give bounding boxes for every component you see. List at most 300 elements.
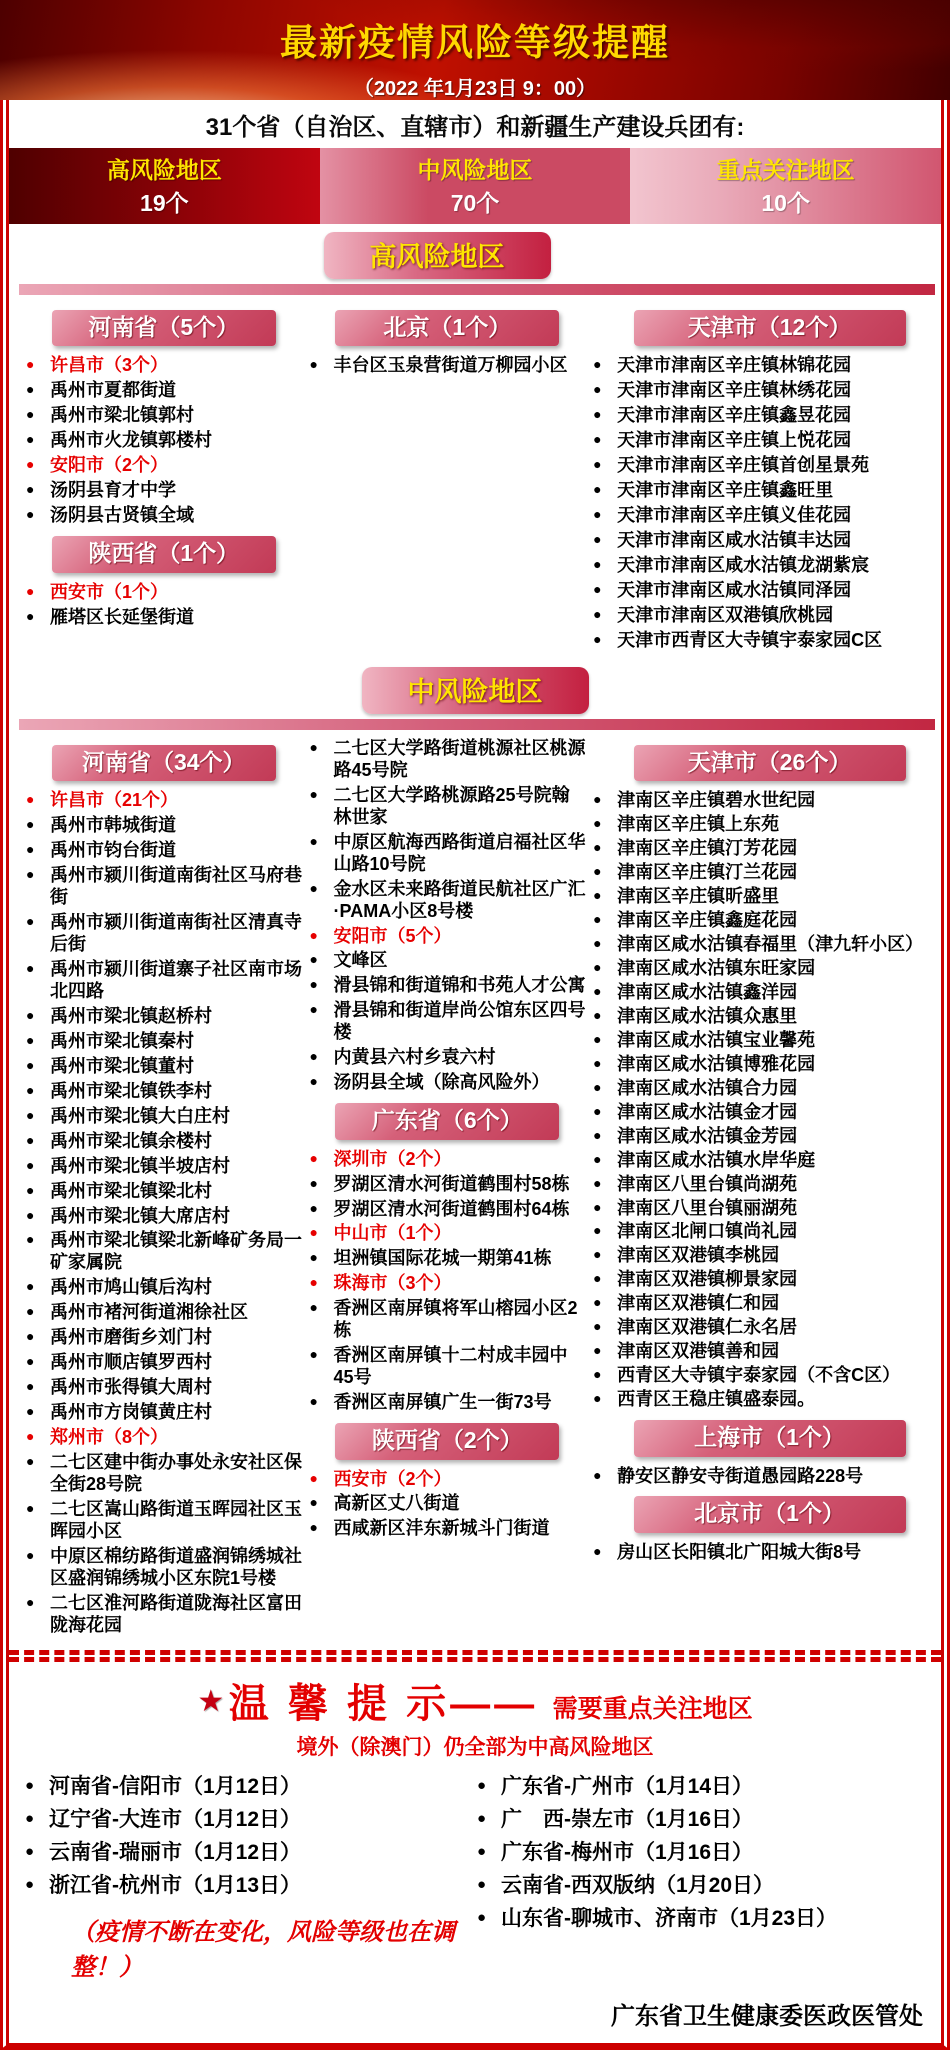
list-item-label: 津南区双港镇仁和园 <box>617 1293 780 1314</box>
focus-region-label: 河南省-信阳市（1月12日） <box>49 1774 302 1798</box>
list-item-label: 滑县锦和街道锦和书苑人才公寓 <box>333 975 586 996</box>
category-mid-risk <box>320 148 631 224</box>
bullet-icon <box>477 1843 486 1860</box>
list-item-label: 陕西省（2个） <box>371 1427 523 1454</box>
notice-title-suffix: 需要重点关注地区 <box>552 1694 753 1723</box>
bullet-icon <box>593 481 601 498</box>
bullet-icon <box>310 1274 318 1291</box>
bullet-icon <box>26 1132 34 1149</box>
list-item <box>25 1181 303 1203</box>
bullet-icon <box>593 1055 601 1072</box>
list-item-label: 禹州市梁北镇郭村 <box>50 405 194 426</box>
bullet-icon <box>593 911 601 928</box>
list-item <box>25 1546 303 1590</box>
bullet-icon <box>593 1079 601 1096</box>
list-item <box>25 1327 303 1349</box>
list-item-label: 二七区建中街办事处永安社区保全街28号院 <box>50 1452 302 1494</box>
list-item <box>309 738 587 782</box>
list-item <box>592 1078 947 1100</box>
category-label: 重点关注地区 <box>716 157 855 183</box>
list-item-label: 深圳市（2个） <box>333 1148 452 1169</box>
bullet-icon <box>26 431 34 448</box>
bullet-icon <box>26 913 34 930</box>
list-item-label: 西青区大寺镇宇泰家园（不含C区） <box>617 1365 901 1386</box>
category-focus <box>630 148 941 224</box>
list-item <box>309 1248 587 1270</box>
list-item <box>309 1345 587 1389</box>
list-item <box>592 1174 947 1196</box>
list-item <box>25 815 303 837</box>
list-item <box>25 380 303 402</box>
high-risk-column-2 <box>309 301 587 380</box>
focus-region-label: 山东省-聊城市、济南市（1月23日） <box>501 1907 838 1931</box>
bullet-icon <box>593 1199 601 1216</box>
list-item <box>592 838 947 860</box>
focus-region-label: 云南省-西双版纳（1月20日） <box>501 1874 775 1898</box>
list-item <box>592 430 947 452</box>
bullet-icon <box>26 1107 34 1124</box>
list-item-label: 西安市（1个） <box>50 581 169 602</box>
bullet-icon <box>593 959 601 976</box>
list-item-label: 天津市西青区大寺镇宇泰家园C区 <box>617 629 883 650</box>
list-item-label: 内黄县六村乡袁六村 <box>333 1047 496 1068</box>
list-item <box>335 1103 559 1139</box>
list-item-label: 津南区辛庄镇汀兰花园 <box>617 862 798 883</box>
focus-list-left <box>25 1771 477 1983</box>
bullet-icon <box>310 880 318 897</box>
list-item-label: 天津市（26个） <box>687 748 852 775</box>
list-item-label: 津南区双港镇仁永名居 <box>617 1317 798 1338</box>
bullet-icon <box>310 1346 318 1363</box>
list-item <box>592 1293 947 1315</box>
bullet-icon <box>593 581 601 598</box>
bullet-icon <box>310 356 318 373</box>
bullet-icon <box>310 1150 318 1167</box>
list-item <box>592 405 947 427</box>
list-item <box>592 1317 947 1339</box>
list-item-label: 禹州市夏都街道 <box>50 380 176 401</box>
bullet-icon <box>310 1470 318 1487</box>
list-item <box>335 1423 559 1459</box>
list-item-label: 津南区八里台镇尚湖苑 <box>617 1173 798 1194</box>
list-item-label: 禹州市梁北镇余楼村 <box>50 1130 212 1151</box>
bullet-icon <box>310 927 318 944</box>
bullet-icon <box>477 1810 486 1827</box>
list-item-label: 津南区双港镇善和园 <box>617 1341 780 1362</box>
bullet-icon <box>593 531 601 548</box>
list-item-label: 广东省（6个） <box>371 1107 523 1134</box>
list-item-label: 禹州市梁北镇半坡店村 <box>50 1155 230 1176</box>
list-item-label: 西安市（2个） <box>333 1468 452 1489</box>
list-item-label: 陕西省（1个） <box>88 540 240 567</box>
bullet-icon <box>310 1494 318 1511</box>
bullet-icon <box>593 1007 601 1024</box>
list-item-label: 禹州市梁北镇梁北新峰矿务局一矿家属院 <box>50 1230 302 1273</box>
bullet-icon <box>25 1876 34 1893</box>
list-item <box>592 1150 947 1172</box>
bullet-icon <box>310 976 318 993</box>
bullet-icon <box>26 481 34 498</box>
mid-risk-banner-row <box>9 667 941 714</box>
list-item-label: 中原区棉纺路街道盛润锦绣城社区盛润锦绣城小区东院1号楼 <box>50 1545 302 1588</box>
list-item <box>25 1452 303 1496</box>
bullet-icon <box>310 1249 318 1266</box>
list-item <box>592 1269 947 1291</box>
bullet-icon <box>26 816 34 833</box>
list-item-label: 禹州市梁北镇董村 <box>50 1055 194 1076</box>
bullet-icon <box>26 1328 34 1345</box>
list-item <box>592 605 947 627</box>
list-item <box>309 1072 587 1094</box>
list-item <box>309 1199 587 1221</box>
list-item <box>592 886 947 908</box>
list-item-label: 禹州市方岗镇黄庄村 <box>50 1402 212 1423</box>
list-item-label: 禹州市颍川街道南街社区清真寺后街 <box>50 912 302 955</box>
bullet-icon <box>593 1127 601 1144</box>
list-item <box>25 840 303 862</box>
list-item-label: 天津市津南区辛庄镇林绣花园 <box>617 380 852 401</box>
category-label: 高风险地区 <box>106 157 222 183</box>
bullet-icon <box>310 1073 318 1090</box>
list-item-label: 津南区辛庄镇昕盛里 <box>617 886 780 907</box>
category-count: 19个 <box>140 190 189 216</box>
list-item-label: 二七区大学路街道桃源社区桃源路45号院 <box>333 737 586 780</box>
list-item <box>25 505 303 527</box>
list-item-label: 天津市津南区咸水沽镇龙湖紫宸 <box>617 555 870 576</box>
list-item-label: 禹州市张得镇大周村 <box>50 1377 212 1398</box>
focus-list-right-items <box>477 1775 929 1932</box>
bullet-icon <box>26 1007 34 1024</box>
list-item <box>592 1245 947 1267</box>
bullet-icon <box>310 1519 318 1536</box>
list-item <box>592 630 947 652</box>
list-item <box>309 1469 587 1491</box>
list-item <box>25 1402 303 1424</box>
bullet-icon <box>310 951 318 968</box>
bullet-icon <box>593 1318 601 1335</box>
list-item <box>25 405 303 427</box>
bullet-icon <box>593 839 601 856</box>
list-item-label: 天津市津南区咸水沽镇同泽园 <box>617 580 852 601</box>
bullet-icon <box>310 833 318 850</box>
focus-region-lists <box>9 1761 941 1983</box>
high-risk-column-1 <box>25 301 303 631</box>
bullet-icon <box>26 406 34 423</box>
list-item <box>634 1420 906 1456</box>
list-item-label: 津南区双港镇李桃园 <box>617 1245 780 1266</box>
list-item-label: 滑县锦和街道岸尚公馆东区四号楼 <box>333 1000 586 1043</box>
list-item <box>309 1392 587 1414</box>
bullet-icon <box>593 1342 601 1359</box>
focus-region-label: 广东省-梅州市（1月16日） <box>501 1840 754 1864</box>
list-item <box>25 1230 303 1274</box>
list-item <box>25 1006 303 1028</box>
list-item <box>25 582 303 604</box>
bullet-icon <box>26 1231 34 1248</box>
bullet-icon <box>593 1175 601 1192</box>
list-item <box>592 958 947 980</box>
list-item <box>309 785 587 829</box>
list-item-label: 天津市（12个） <box>687 314 852 340</box>
bullet-icon <box>26 1547 34 1564</box>
list-item <box>592 934 947 956</box>
bullet-icon <box>593 1222 601 1239</box>
focus-region-item <box>25 1874 477 1898</box>
bullet-icon <box>593 1543 601 1560</box>
list-item-label: 高新区丈八街道 <box>333 1493 460 1514</box>
list-item-label: 津南区咸水沽镇博雅花园 <box>617 1053 816 1074</box>
focus-region-item <box>25 1808 477 1832</box>
list-item-label: 禹州市梁北镇梁北村 <box>50 1180 212 1201</box>
mid-risk-column-1 <box>25 736 303 1640</box>
section-divider-bar <box>19 284 935 295</box>
list-item-label: 西咸新区沣东新城斗门街道 <box>333 1518 550 1539</box>
list-item-label: 津南区咸水沽镇东旺家园 <box>617 957 816 978</box>
bullet-icon <box>593 406 601 423</box>
list-item <box>25 1106 303 1128</box>
list-item-label: 津南区辛庄镇鑫庭花园 <box>617 910 798 931</box>
list-item-label: 汤阴县全域（除高风险外） <box>333 1072 550 1093</box>
list-item <box>25 1352 303 1374</box>
bullet-icon <box>593 606 601 623</box>
focus-region-label: 广东省-广州市（1月14日） <box>501 1774 754 1798</box>
bullet-icon <box>26 1303 34 1320</box>
focus-region-item <box>25 1775 477 1799</box>
list-item-label: 安阳市（5个） <box>333 925 452 946</box>
bullet-icon <box>310 1393 318 1410</box>
list-item-label: 禹州市梁北镇大白庄村 <box>50 1105 230 1126</box>
bullet-icon <box>26 1278 34 1295</box>
bullet-icon <box>26 791 34 808</box>
list-item-label: 香洲区南屏镇将军山榕园小区2栋 <box>333 1298 578 1341</box>
list-item-label: 禹州市梁北镇秦村 <box>50 1030 194 1051</box>
bullet-icon <box>26 1403 34 1420</box>
bullet-icon <box>593 815 601 832</box>
list-item-label: 津南区咸水沽镇水岸华庭 <box>617 1149 816 1170</box>
focus-region-item <box>477 1775 929 1799</box>
list-item-label: 汤阴县古贤镇全域 <box>50 505 194 526</box>
list-item <box>592 480 947 502</box>
list-item <box>592 1466 947 1488</box>
list-item <box>25 1206 303 1228</box>
list-item-label: 上海市（1个） <box>694 1424 845 1451</box>
list-item <box>25 1031 303 1053</box>
list-item-label: 天津市津南区辛庄镇鑫昱花园 <box>617 405 852 426</box>
list-item-label: 津南区咸水沽镇春福里（津九轩小区） <box>617 934 924 955</box>
list-item <box>592 355 947 377</box>
high-risk-banner: 高风险地区 <box>324 232 551 279</box>
list-item-label: 文峰区 <box>333 950 388 971</box>
issuing-authority: 广东省卫生健康委医政医管处 <box>611 2003 923 2031</box>
list-item-label: 禹州市鸠山镇后沟村 <box>50 1277 212 1298</box>
focus-region-item <box>477 1874 929 1898</box>
bullet-icon <box>26 1378 34 1395</box>
list-item-label: 坦洲镇国际花城一期第41栋 <box>333 1248 552 1269</box>
list-item <box>25 959 303 1003</box>
list-item <box>592 1542 947 1564</box>
list-item-label: 天津市津南区辛庄镇上悦花园 <box>617 430 852 451</box>
high-risk-grid <box>9 299 941 659</box>
list-item-label: 禹州市火龙镇郭楼村 <box>50 430 212 451</box>
list-item-label: 安阳市（2个） <box>50 455 169 476</box>
list-item <box>25 455 303 477</box>
list-item <box>25 1593 303 1637</box>
list-item <box>309 832 587 876</box>
bullet-icon <box>25 1777 34 1794</box>
list-item-label: 禹州市梁北镇大席店村 <box>50 1205 230 1226</box>
list-item <box>309 879 587 923</box>
list-item-label: 雁塔区长延堡街道 <box>50 606 194 627</box>
category-count: 10个 <box>761 190 810 216</box>
list-item <box>592 530 947 552</box>
focus-region-label: 广 西-崇左市（1月16日） <box>501 1807 754 1831</box>
bullet-icon <box>593 1151 601 1168</box>
bullet-icon <box>477 1909 486 1926</box>
bullet-icon <box>593 983 601 1000</box>
bullet-icon <box>26 356 34 373</box>
list-item <box>25 1156 303 1178</box>
list-item-label: 津南区咸水沽镇宝业馨苑 <box>617 1029 816 1050</box>
bullet-icon <box>26 960 34 977</box>
list-item <box>25 355 303 377</box>
bullet-icon <box>477 1876 486 1893</box>
bullet-icon <box>593 1390 601 1407</box>
list-item <box>25 480 303 502</box>
focus-region-item <box>477 1808 929 1832</box>
bullet-icon <box>593 935 601 952</box>
list-item <box>25 1427 303 1449</box>
bullet-icon <box>26 1428 34 1445</box>
list-item-label: 津南区八里台镇丽湖苑 <box>617 1197 798 1218</box>
notice-subtitle: 境外（除澳门）仍全部为中高风险地区 <box>296 1735 654 1759</box>
list-item <box>25 790 303 812</box>
dashed-divider <box>9 1650 941 1662</box>
list-item <box>592 505 947 527</box>
high-risk-banner-row <box>9 232 941 279</box>
list-item <box>592 1221 947 1243</box>
list-item <box>592 1365 947 1387</box>
list-item-label: 津南区咸水沽镇合力园 <box>617 1077 798 1098</box>
list-item <box>592 1198 947 1220</box>
list-item-label: 北京市（1个） <box>694 1500 845 1527</box>
list-item-label: 津南区咸水沽镇金才园 <box>617 1101 798 1122</box>
list-item-label: 许昌市（21个） <box>50 790 179 811</box>
bullet-icon <box>593 1270 601 1287</box>
list-item-label: 丰台区玉泉营街道万柳园小区 <box>333 355 568 376</box>
bullet-icon <box>26 608 34 625</box>
bullet-icon <box>26 381 34 398</box>
bullet-icon <box>593 456 601 473</box>
list-item <box>25 912 303 956</box>
bullet-icon <box>593 1467 601 1484</box>
bullet-icon <box>26 866 34 883</box>
list-item-label: 天津市津南区咸水沽镇丰达园 <box>617 530 852 551</box>
list-item <box>309 1273 587 1295</box>
list-item-label: 禹州市顺店镇罗西村 <box>50 1352 212 1373</box>
list-item <box>25 1131 303 1153</box>
bullet-icon <box>26 1182 34 1199</box>
list-item <box>335 310 559 346</box>
bullet-icon <box>26 1500 34 1517</box>
list-item-label: 津南区辛庄镇碧水世纪园 <box>617 790 816 811</box>
list-item-label: 津南区咸水沽镇金芳园 <box>617 1125 798 1146</box>
list-item <box>309 355 587 377</box>
bullet-icon <box>26 1594 34 1611</box>
bullet-icon <box>477 1777 486 1794</box>
content-frame <box>0 100 950 2050</box>
list-item-label: 河南省（5个） <box>88 314 240 340</box>
bullet-icon <box>310 1200 318 1217</box>
bullet-icon <box>25 1843 34 1860</box>
bullet-icon <box>593 631 601 648</box>
list-item-label: 罗湖区清水河街道鹤围村64栋 <box>333 1198 570 1219</box>
subtitle-band: 31个省（自治区、直辖市）和新疆生产建设兵团有: <box>9 100 941 148</box>
list-item <box>592 862 947 884</box>
list-item <box>592 1126 947 1148</box>
list-item-label: 二七区淮河路街道陇海社区富田陇海花园 <box>50 1592 302 1635</box>
bullet-icon <box>26 506 34 523</box>
category-label: 中风险地区 <box>417 157 533 183</box>
list-item-label: 静安区静安寺街道愚园路228号 <box>617 1465 864 1486</box>
list-item-label: 禹州市梁北镇赵桥村 <box>50 1005 212 1026</box>
mid-risk-grid <box>9 734 941 1644</box>
notice-title: 温 馨 提 示—— <box>228 1681 539 1726</box>
list-item <box>592 1102 947 1124</box>
focus-region-label: 浙江省-杭州市（1月13日） <box>49 1874 302 1898</box>
list-item <box>592 910 947 932</box>
bullet-icon <box>26 1157 34 1174</box>
list-item <box>25 865 303 909</box>
bullet-icon <box>593 381 601 398</box>
list-item-label: 津南区双港镇柳景家园 <box>617 1269 798 1290</box>
bullet-icon <box>593 431 601 448</box>
list-item <box>309 1493 587 1515</box>
list-item <box>592 455 947 477</box>
list-item <box>25 1499 303 1543</box>
list-item <box>309 1174 587 1196</box>
bullet-icon <box>310 1175 318 1192</box>
list-item-label: 天津市津南区辛庄镇义佳花园 <box>617 505 852 526</box>
list-item <box>592 1030 947 1052</box>
list-item <box>309 926 587 948</box>
list-item-label: 房山区长阳镇北广阳城大街8号 <box>617 1541 862 1562</box>
bullet-icon <box>26 456 34 473</box>
list-item-label: 中原区航海西路街道启福社区华山路10号院 <box>333 831 586 874</box>
list-item <box>309 950 587 972</box>
bullet-icon <box>26 1207 34 1224</box>
list-item <box>592 1054 947 1076</box>
bullet-icon <box>310 786 318 803</box>
mid-risk-column-2 <box>309 736 587 1544</box>
section-divider-bar <box>19 719 935 730</box>
list-item-label: 罗湖区清水河街道鹤围村58栋 <box>333 1173 570 1194</box>
list-item-label: 许昌市（3个） <box>50 355 169 376</box>
list-item <box>634 310 906 346</box>
list-item <box>309 1223 587 1245</box>
bullet-icon <box>593 1294 601 1311</box>
poster-header <box>0 0 950 100</box>
list-item-label: 津南区辛庄镇上东苑 <box>617 814 780 835</box>
bullet-icon <box>26 583 34 600</box>
bullet-icon <box>593 1031 601 1048</box>
bullet-icon <box>593 1366 601 1383</box>
list-item <box>309 1518 587 1540</box>
list-item-label: 禹州市褚河街道湘徐社区 <box>50 1302 248 1323</box>
list-item-label: 汤阴县育才中学 <box>50 480 176 501</box>
focus-region-label: 辽宁省-大连市（1月12日） <box>49 1807 302 1831</box>
focus-region-item <box>25 1841 477 1865</box>
list-item-label: 珠海市（3个） <box>333 1273 452 1294</box>
